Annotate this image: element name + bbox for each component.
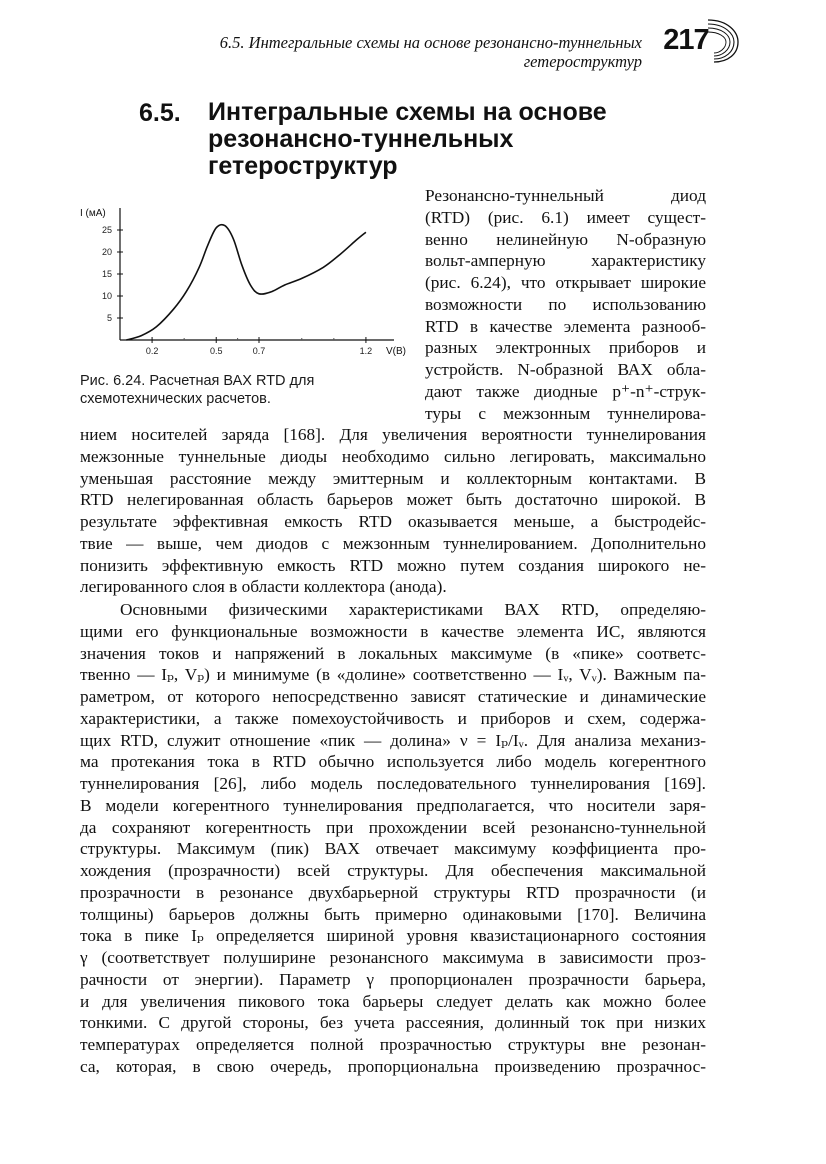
paragraph-line: толщины) барьеров должны быть примерно одинаковыми [170]. Величина	[80, 904, 706, 924]
y-axis-label: I (мА)	[80, 208, 106, 219]
caption-text: схемотехнических расчетов.	[80, 391, 271, 407]
wrap-text-line: устройств. N-образной ВАХ обла-	[425, 360, 706, 379]
wrap-text-line: венно нелинейную N-образную	[425, 229, 706, 249]
wrap-text-line: возможности по использованию	[425, 294, 706, 314]
wrap-text-line: туры с межзонным туннелирова-	[425, 403, 706, 423]
paragraph-line: структуры. Максимум (пик) ВАХ отвечает максимуму коэффициента про-	[80, 839, 706, 859]
paragraph-line: тока в пике Iₚ определяется шириной уровня квазистационарного состояния	[80, 926, 706, 946]
paragraph-line: результате эффективная емкость RTD оказывается меньше, а быстродейс-	[80, 512, 706, 531]
paragraph-line: щими его функциональные возможности в качестве элемента ИС, являются	[80, 621, 706, 641]
paragraph-line: и для увеличения пикового тока барьеры следует делать как можно более	[80, 991, 706, 1011]
paragraph-line: уменьшая расстояние между эмиттерным и коллекторным контактами. В	[80, 468, 706, 488]
x-tick-label: 0.2	[145, 346, 159, 356]
caption-text: Расчетная ВАХ RTD для	[149, 373, 315, 389]
paragraph-line: ма протекания тока в RTD обычно используется либо модель когерентного	[80, 752, 706, 772]
paragraph-line: характеристики, а также помехоустойчивость и приборов и схем, содержа-	[80, 708, 706, 728]
wrap-text-line: разных электронных приборов и	[425, 338, 706, 358]
wrap-text-line: (RTD) (рис. 6.1) имеет сущест-	[425, 207, 706, 227]
wrap-text-line: дают также диодные p⁺-n⁺-струк-	[425, 381, 706, 401]
wrap-text-line: вольт-амперную характеристику	[425, 251, 706, 271]
x-tick-label: 0.7	[252, 346, 266, 356]
paragraph-line: раметром, от которого непосредственно зависят статические и динамические	[80, 687, 706, 706]
y-tick-label: 5	[106, 313, 112, 323]
paragraph-line: межзонные туннельные диоды необходимо сильно легировать, максимально	[80, 446, 706, 466]
section-title-line: резонансно-туннельных	[208, 125, 514, 153]
iv-curve	[126, 225, 366, 340]
paragraph-line: твенно — Iₚ, Vₚ) и минимуме (в «долине» соответственно — Iᵥ, Vᵥ). Важным па-	[80, 665, 706, 685]
paragraph-line: са, которая, в свою очередь, пропорциональна произведению прозрачнос-	[80, 1056, 706, 1076]
x-tick-label: 0.5	[209, 346, 223, 356]
y-tick-label: 10	[101, 291, 112, 301]
paragraph-line: температурах определяется полной прозрачностью структуры вне резонан-	[80, 1035, 706, 1054]
section-title	[208, 99, 628, 180]
page-number: 217	[663, 24, 709, 56]
section-title-line: гетероструктур	[208, 152, 398, 180]
running-title-line2: гетероструктур	[523, 52, 642, 71]
paragraph-line: нием носителей заряда [168]. Для увеличения вероятности туннелирования	[80, 425, 706, 444]
x-tick-label: 1.2	[359, 346, 373, 356]
paragraph-line: легированного слоя в области коллектора (анода).	[80, 577, 447, 597]
paragraph-line: хождения (прозрачности) всей структуры. Для обеспечения максимальной	[80, 861, 706, 880]
running-title-line1: 6.5. Интегральные схемы на основе резонансно-туннельных	[219, 33, 642, 52]
page-corner-swirl-icon	[694, 16, 742, 66]
paragraph-line: щих RTD, служит отношение «пик — долина» ν = Iₚ/Iᵥ. Для анализа механиз-	[80, 730, 706, 750]
wrap-text-line: RTD в качестве элемента разнооб-	[425, 316, 706, 336]
paragraph-line: туннелирования [26], либо модель последовательного туннелирования [169].	[80, 774, 706, 793]
paragraph-line: понизить эффективную емкость RTD можно путем создания широкого не-	[80, 555, 706, 575]
section-title-line: Интегральные схемы на основе	[208, 98, 607, 126]
paragraph-line: рачности от энергии). Параметр γ пропорционален прозрачности барьера,	[80, 969, 706, 989]
paragraph-line: γ (соответствует полуширине резонансного максимума в зависимости проз-	[80, 948, 706, 967]
paragraph-line: значения токов и напряжений в локальных максимуме (в «пике» соответс-	[80, 643, 706, 663]
caption-label: Рис. 6.24.	[80, 373, 146, 389]
paragraph-line: Основными физическими характеристиками ВАХ RTD, определяю-	[120, 600, 706, 619]
section-number: 6.5.	[139, 99, 181, 127]
paragraph-line: В модели когерентного туннелирования предполагается, что носители заря-	[80, 795, 706, 815]
paragraph-line: прозрачности в резонансе двухбарьерной структуры RTD прозрачности (и	[80, 882, 706, 902]
wrap-text-line: Резонансно-туннельный диод	[425, 186, 706, 205]
iv-characteristic-chart	[78, 200, 408, 360]
x-axis-label: V(B)	[386, 346, 406, 357]
y-tick-label: 20	[101, 247, 112, 257]
y-tick-label: 25	[101, 225, 112, 235]
paragraph-line: тонкими. С другой стороны, без учета рассеяния, долинный ток при низких	[80, 1013, 706, 1033]
paragraph-line: да сохраняют когерентность при прохождении всей резонансно-туннельной	[80, 817, 706, 837]
paragraph-line: RTD нелегированная область барьеров может быть достаточно широкой. В	[80, 490, 706, 510]
y-tick-label: 15	[101, 269, 112, 279]
wrap-text-line: (рис. 6.24), что открывает широкие	[425, 273, 706, 292]
figure-caption	[80, 372, 380, 408]
paragraph-line: твие — выше, чем диодов с межзонным туннелированием. Дополнительно	[80, 533, 706, 553]
